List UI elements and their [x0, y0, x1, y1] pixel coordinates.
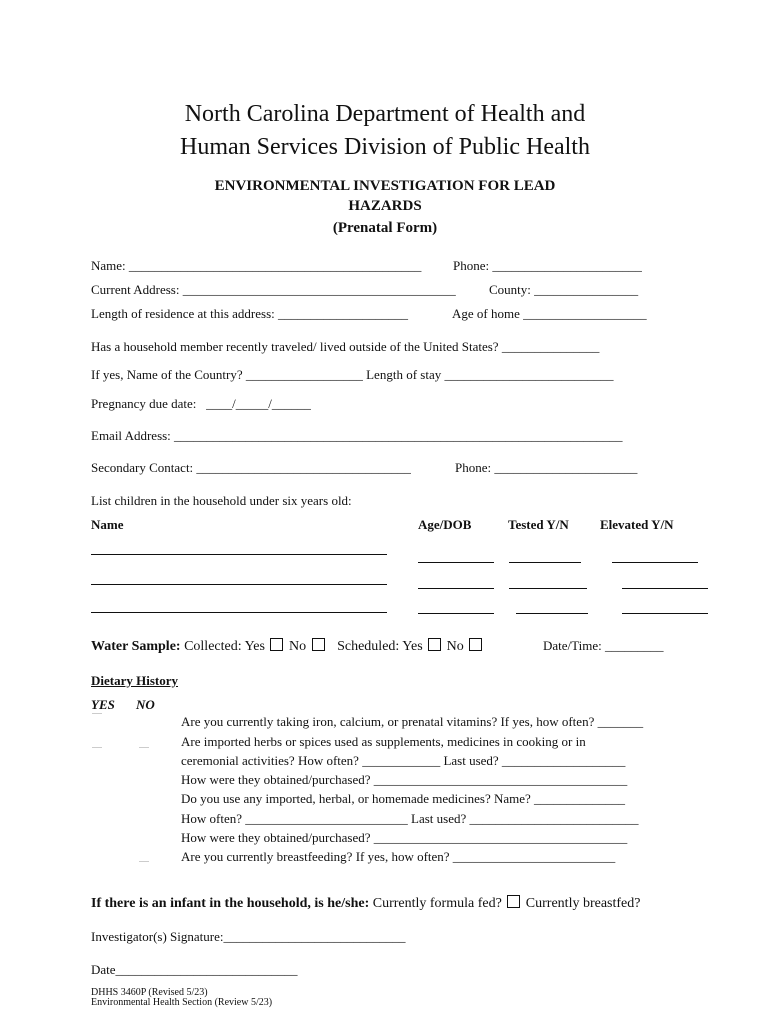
secondary-phone-field[interactable]: Phone: ______________________ [455, 460, 638, 475]
dietary-question-5: Do you use any imported, herbal, or homemade medicines? Name? ______________ [181, 791, 626, 806]
column-header-age-dob: Age/DOB [418, 517, 472, 532]
scheduled-no-label: No [446, 639, 464, 654]
dietary-history-heading: Dietary History [91, 673, 179, 688]
child-row-3-tested-line[interactable] [516, 613, 588, 614]
column-header-elevated: Elevated Y/N [600, 517, 674, 532]
collected-yes-label: Collected: Yes [184, 639, 265, 654]
child-row-2-age-line[interactable] [418, 588, 494, 589]
q1-yes-mark[interactable] [92, 713, 102, 714]
water-sample-label: Water Sample: [91, 639, 181, 654]
age-of-home-field[interactable]: Age of home ___________________ [452, 306, 647, 321]
breastfed-checkbox[interactable] [507, 895, 520, 908]
dietary-question-8: Are you currently breastfeeding? If yes, how often? _________________________ [181, 849, 616, 864]
investigator-signature-field[interactable]: Investigator(s) Signature:____________________________ [91, 929, 406, 944]
formula-fed-label: Currently formula fed? [372, 896, 502, 911]
infant-row [91, 895, 640, 912]
name-field[interactable]: Name: _____________________________________________ [91, 258, 422, 273]
county-field[interactable]: County: ________________ [489, 282, 639, 297]
dietary-question-1: Are you currently taking iron, calcium, or prenatal vitamins? If yes, how often? _______ [181, 714, 644, 729]
form-title-line-3: (Prenatal Form) [332, 220, 438, 236]
scheduled-no-checkbox[interactable] [469, 638, 482, 651]
current-address-field[interactable]: Current Address: __________________________________________ [91, 282, 456, 297]
dietary-question-6: How often? _________________________ Last used? __________________________ [181, 811, 639, 826]
dietary-question-4: How were they obtained/purchased? _______________________________________ [181, 772, 628, 787]
child-row-3-name-line[interactable] [91, 612, 387, 613]
child-row-2-name-line[interactable] [91, 584, 387, 585]
form-title-line-1: ENVIRONMENTAL INVESTIGATION FOR LEAD [214, 178, 556, 194]
child-row-3-elevated-line[interactable] [622, 613, 708, 614]
traveled-field[interactable]: Has a household member recently traveled/ lived outside of the United States? _______________ [91, 339, 600, 354]
child-row-3-age-line[interactable] [418, 613, 494, 614]
footer-line-2: Environmental Health Section (Review 5/23) [91, 997, 273, 1008]
scheduled-yes-label: Scheduled: Yes [337, 639, 423, 654]
phone-field[interactable]: Phone: _______________________ [453, 258, 642, 273]
water-sample-row [91, 638, 484, 655]
child-row-2-tested-line[interactable] [509, 588, 587, 589]
q2-yes-mark[interactable] [92, 747, 102, 748]
title-line-1: North Carolina Department of Health and [184, 101, 586, 127]
scheduled-yes-checkbox[interactable] [428, 638, 441, 651]
title-line-2: Human Services Division of Public Health [180, 134, 590, 160]
footer-line-1: DHHS 3460P (Revised 5/23) [91, 987, 208, 998]
due-date-field[interactable]: Pregnancy due date: ____/_____/______ [91, 396, 311, 411]
q-breastfeeding-no-mark[interactable] [139, 861, 149, 862]
child-row-1-tested-line[interactable] [509, 562, 581, 563]
collected-no-label: No [288, 639, 307, 654]
infant-label: If there is an infant in the household, is he/she: [91, 896, 370, 911]
dietary-yes-header: YES [91, 697, 115, 712]
collected-yes-checkbox[interactable] [270, 638, 283, 651]
water-datetime-field[interactable]: Date/Time: _________ [543, 638, 664, 653]
country-field[interactable]: If yes, Name of the Country? __________________ Length of stay __________________________ [91, 367, 614, 382]
breastfed-label: Currently breastfed? [525, 896, 641, 911]
child-row-1-age-line[interactable] [418, 562, 494, 563]
secondary-contact-field[interactable]: Secondary Contact: _________________________________ [91, 460, 411, 475]
dietary-question-2: Are imported herbs or spices used as supplements, medicines in cooking or in [181, 734, 586, 749]
child-row-2-elevated-line[interactable] [622, 588, 708, 589]
dietary-question-7: How were they obtained/purchased? _______________________________________ [181, 830, 628, 845]
collected-no-checkbox[interactable] [312, 638, 325, 651]
dietary-question-3: ceremonial activities? How often? ____________ Last used? ___________________ [181, 753, 626, 768]
child-row-1-name-line[interactable] [91, 554, 387, 555]
child-row-1-elevated-line[interactable] [612, 562, 698, 563]
length-of-residence-field[interactable]: Length of residence at this address: ____________________ [91, 306, 408, 321]
form-title-line-2: HAZARDS [348, 198, 422, 214]
column-header-name: Name [91, 517, 124, 532]
q2-no-mark[interactable] [139, 747, 149, 748]
date-field[interactable]: Date____________________________ [91, 962, 298, 977]
email-field[interactable]: Email Address: _____________________________________________________________________ [91, 428, 623, 443]
dietary-no-header: NO [136, 697, 155, 712]
children-intro: List children in the household under six years old: [91, 493, 352, 508]
column-header-tested: Tested Y/N [508, 517, 569, 532]
